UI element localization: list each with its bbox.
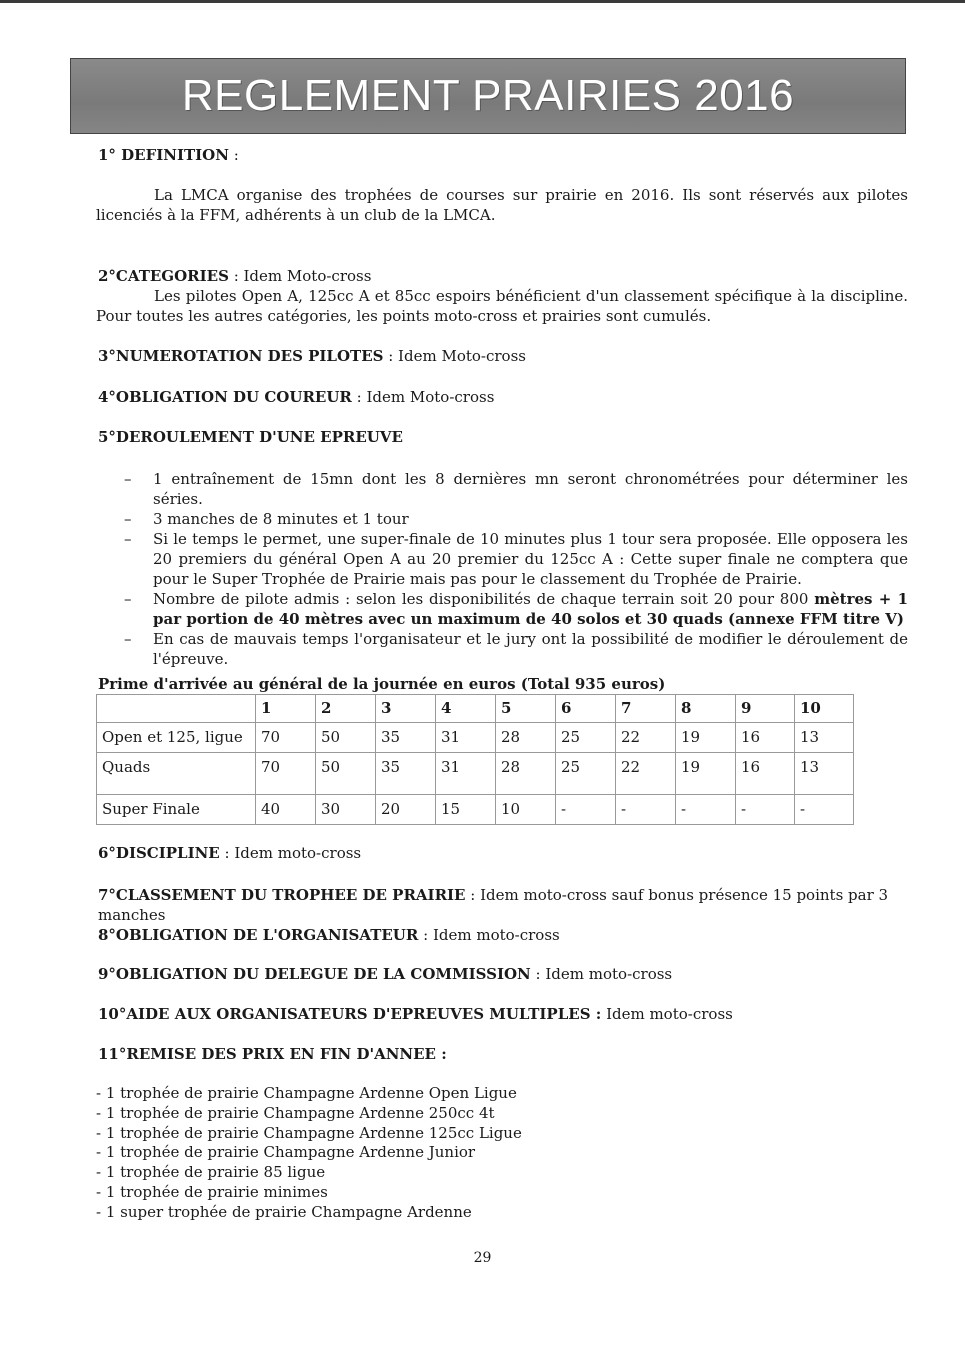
section-heading: 3°NUMEROTATION DES PILOTES <box>98 347 384 365</box>
list-item: - 1 trophée de prairie Champagne Ardenne Junior <box>96 1143 476 1162</box>
section-heading: 2°CATEGORIES <box>98 267 229 285</box>
section-categories-heading <box>98 266 371 286</box>
table-header-cell: 4 <box>436 695 496 723</box>
pilots-item-bold: mètres + 1 par portion de 40 mètres avec un maximum de 40 solos et 30 quads (annexe FFM titre V) <box>153 590 909 628</box>
table-cell: - <box>795 795 854 825</box>
table-cell: - <box>556 795 616 825</box>
section-definition-heading <box>98 145 239 165</box>
table-cell: 10 <box>496 795 556 825</box>
section-suffix: : Idem moto-cross <box>418 926 560 944</box>
list-item: - 1 super trophée de prairie Champagne Ardenne <box>96 1202 472 1221</box>
table-cell: 13 <box>795 723 854 753</box>
title-banner <box>70 58 906 134</box>
section-suffix: : Idem Moto-cross <box>383 347 526 365</box>
table-cell: 50 <box>316 753 376 795</box>
section-suffix: : Idem Moto-cross <box>228 267 372 285</box>
table-header-cell: 6 <box>556 695 616 723</box>
section-heading: 9°OBLIGATION DU DELEGUE DE LA COMMISSION <box>98 965 531 983</box>
section-heading: 11°REMISE DES PRIX EN FIN D'ANNEE : <box>98 1045 447 1063</box>
table-cell: 35 <box>376 753 436 795</box>
table-cell: 50 <box>316 723 376 753</box>
section-suffix: : Idem moto-cross sauf bonus présence 15 points par 3 manches <box>98 886 889 924</box>
section-heading: 1° DEFINITION <box>98 146 229 164</box>
table-cell: 31 <box>436 753 496 795</box>
section-heading: 6°DISCIPLINE <box>98 844 220 862</box>
page-title: REGLEMENT PRAIRIES 2016 <box>181 71 795 120</box>
deroulement-list <box>96 469 908 669</box>
list-item: – En cas de mauvais temps l'organisateur et le jury ont la possibilité de modifier le déroulement de l'épreuve. <box>96 629 908 669</box>
table-row-label: Open et 125, ligue <box>97 723 256 753</box>
top-border-line <box>0 0 965 3</box>
table-row-label: Quads <box>97 753 256 795</box>
table-header-row <box>97 695 854 723</box>
list-item <box>96 589 908 629</box>
page-number: 29 <box>473 1250 492 1266</box>
table-row <box>97 795 854 825</box>
section-remise-heading <box>98 1044 447 1064</box>
table-cell: 70 <box>256 753 316 795</box>
table-cell: 22 <box>616 753 676 795</box>
section-obligation-delegue <box>98 964 672 984</box>
table-row <box>97 723 854 753</box>
table-cell: 70 <box>256 723 316 753</box>
table-cell: 30 <box>316 795 376 825</box>
table-header-cell: 10 <box>795 695 854 723</box>
table-cell: 31 <box>436 723 496 753</box>
section-aide <box>98 1004 733 1024</box>
section-obligation-coureur <box>98 387 494 407</box>
section-suffix: : Idem moto-cross <box>530 965 673 983</box>
table-header-cell: 9 <box>736 695 795 723</box>
section-separator: : <box>228 146 239 164</box>
section-suffix: Idem moto-cross <box>601 1005 733 1023</box>
list-item: - 1 trophée de prairie minimes <box>96 1182 328 1201</box>
table-header-cell: 8 <box>676 695 736 723</box>
list-item: – 1 entraînement de 15mn dont les 8 dernières mn seront chronométrées pour déterminer les séries. <box>96 469 908 509</box>
table-header-cell: 3 <box>376 695 436 723</box>
section-heading: 4°OBLIGATION DU COUREUR <box>98 388 352 406</box>
section-suffix: : Idem Moto-cross <box>351 388 495 406</box>
table-cell: 35 <box>376 723 436 753</box>
prize-table <box>96 694 854 825</box>
list-item: - 1 trophée de prairie Champagne Ardenne Open Ligue <box>96 1084 517 1102</box>
list-item: - 1 trophée de prairie 85 ligue <box>96 1163 326 1182</box>
section-suffix: : Idem moto-cross <box>219 844 362 862</box>
section-classement <box>98 885 908 925</box>
awards-list <box>96 1084 522 1223</box>
table-cell: 16 <box>736 723 795 753</box>
pilots-item-text: Nombre de pilote admis : selon les disponibilités de chaque terrain soit 20 pour 800 <box>153 590 815 608</box>
table-cell: 40 <box>256 795 316 825</box>
list-item: - 1 trophée de prairie Champagne Ardenne 250cc 4t <box>96 1103 495 1122</box>
prize-table-title: Prime d'arrivée au général de la journée en euros (Total 935 euros) <box>98 675 666 693</box>
table-header-cell: 7 <box>616 695 676 723</box>
table-cell: 19 <box>676 723 736 753</box>
table-row <box>97 753 854 795</box>
table-cell: 22 <box>616 723 676 753</box>
table-cell: - <box>676 795 736 825</box>
list-item: – Si le temps le permet, une super-finale de 10 minutes plus 1 tour sera proposée. Elle opposera les 20 premiers du général Open A au 20 premier du 125cc A : Cette super finale ne comptera que pour le Super Trophée de Prairie mais pas pour le classement du Trophée de Prairie. <box>96 529 908 589</box>
table-cell: - <box>616 795 676 825</box>
section-numerotation <box>98 346 526 366</box>
table-cell: 13 <box>795 753 854 795</box>
section-heading: 5°DEROULEMENT D'UNE EPREUVE <box>98 428 403 446</box>
table-cell: 20 <box>376 795 436 825</box>
section-heading: 8°OBLIGATION DE L'ORGANISATEUR <box>98 926 419 944</box>
table-header-cell <box>97 695 256 723</box>
table-cell: 25 <box>556 723 616 753</box>
table-cell: 16 <box>736 753 795 795</box>
table-cell: 28 <box>496 753 556 795</box>
section-heading: 7°CLASSEMENT DU TROPHEE DE PRAIRIE <box>98 886 466 904</box>
table-cell: 25 <box>556 753 616 795</box>
table-cell: - <box>736 795 795 825</box>
section-obligation-organisateur <box>98 925 560 945</box>
table-header-cell: 1 <box>256 695 316 723</box>
table-header-cell: 2 <box>316 695 376 723</box>
table-cell: 15 <box>436 795 496 825</box>
table-row-label: Super Finale <box>97 795 256 825</box>
section-deroulement-heading <box>98 427 403 447</box>
table-cell: 28 <box>496 723 556 753</box>
list-item: - 1 trophée de prairie Champagne Ardenne 125cc Ligue <box>96 1123 522 1142</box>
table-cell: 19 <box>676 753 736 795</box>
section-definition-text: La LMCA organise des trophées de courses sur prairie en 2016. Ils sont réservés aux pilotes licenciés à la FFM, adhérents à un club de la LMCA. <box>96 186 908 224</box>
list-item: – 3 manches de 8 minutes et 1 tour <box>96 509 908 529</box>
section-discipline <box>98 843 361 863</box>
table-header-cell: 5 <box>496 695 556 723</box>
section-heading: 10°AIDE AUX ORGANISATEURS D'EPREUVES MULTIPLES : <box>98 1005 602 1023</box>
section-categories-text: Les pilotes Open A, 125cc A et 85cc espoirs bénéficient d'un classement spécifique à la discipline. Pour toutes les autres catégories, les points moto-cross et prairies sont cumulés. <box>96 287 908 325</box>
